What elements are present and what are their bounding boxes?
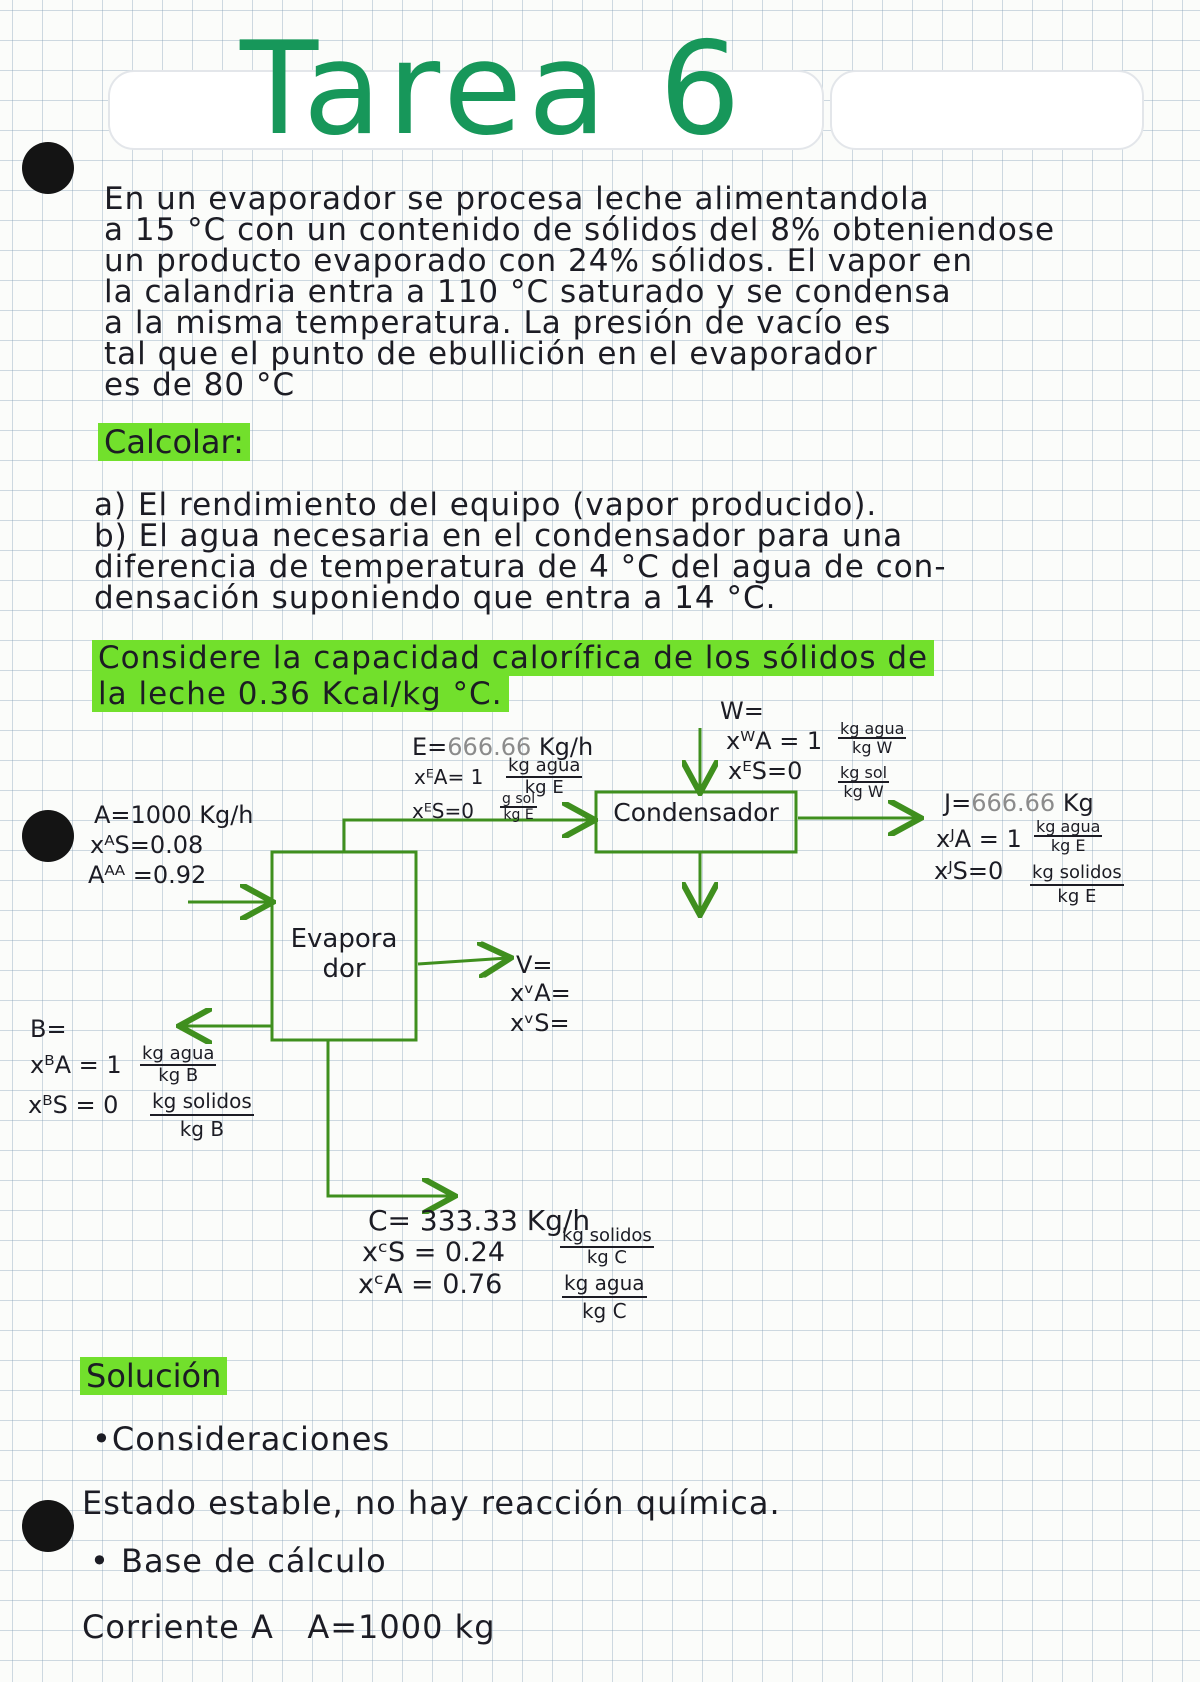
stream-C-water: xᶜA = 0.76 bbox=[358, 1269, 503, 1300]
stream-J-flow: J=666.66 Kg bbox=[944, 789, 1094, 817]
stream-C-water-unit: kg agua kg C bbox=[564, 1271, 645, 1323]
problem-line: tal que el punto de ebullición en el evaporador bbox=[104, 336, 878, 372]
solution-heading bbox=[80, 1356, 227, 1396]
stream-B-water-unit: kg agua kg B bbox=[142, 1043, 215, 1086]
problem-line: es de 80 °C bbox=[104, 367, 296, 403]
stream-A-flow: A=1000 Kg/h bbox=[94, 801, 254, 829]
stream-W-solids-unit: kg sol kg W bbox=[840, 763, 888, 801]
stream-W-flow: W= bbox=[720, 697, 764, 725]
calcular-line: b) El agua necesaria en el condensador para una bbox=[94, 518, 904, 554]
stream-J-water-unit: kg agua kg E bbox=[1036, 817, 1101, 855]
stream-E-solids-unit: g sol kg E bbox=[502, 791, 536, 823]
stream-E-water: xᴱA= 1 bbox=[414, 765, 484, 789]
steam-out-arrow-V bbox=[418, 958, 508, 964]
calcular-line: densación suponiendo que entra a 14 °C. bbox=[94, 580, 777, 616]
stream-B-solids: xᴮS = 0 bbox=[28, 1091, 119, 1119]
vapor-line-E bbox=[344, 820, 592, 852]
considerations-label: •Consideraciones bbox=[92, 1420, 391, 1458]
stream-J-solids: xᴶS=0 bbox=[934, 857, 1004, 885]
steady-state-statement: Estado estable, no hay reacción química. bbox=[82, 1484, 781, 1522]
stream-C-solids: xᶜS = 0.24 bbox=[362, 1237, 506, 1268]
product-line-C bbox=[328, 1040, 452, 1196]
note-line: Considere la capacidad calorífica de los sólidos de bbox=[92, 640, 934, 676]
calcular-heading-text: Calcolar: bbox=[98, 423, 250, 461]
note-line: la leche 0.36 Kcal/kg °C. bbox=[92, 676, 509, 712]
stream-J-water: xᴶA = 1 bbox=[936, 825, 1022, 853]
problem-line: a la misma temperatura. La presión de vacío es bbox=[104, 305, 892, 341]
stream-B-water: xᴮA = 1 bbox=[30, 1051, 122, 1079]
stream-W-water: xᵂA = 1 bbox=[726, 727, 823, 755]
stream-E-water-unit: kg agua kg E bbox=[508, 755, 581, 798]
calcular-line: diferencia de temperatura de 4 °C del agua de con- bbox=[94, 549, 947, 585]
stream-V-water: xᵛA= bbox=[510, 979, 571, 1007]
stream-B-flow: B= bbox=[30, 1015, 67, 1043]
stream-E-solids: xᴱS=0 bbox=[412, 799, 474, 823]
problem-line: a 15 °C con un contenido de sólidos del 8% obteniendose bbox=[104, 212, 1056, 248]
problem-line: la calandria entra a 110 °C saturado y se condensa bbox=[104, 274, 952, 310]
stream-V-flow: V= bbox=[516, 951, 553, 979]
evaporator-label: Evapora dor bbox=[290, 924, 398, 984]
stream-V-solids: xᵛS= bbox=[510, 1009, 570, 1037]
stream-W-solids: xᴱS=0 bbox=[728, 757, 803, 785]
stream-W-water-unit: kg agua kg W bbox=[840, 719, 905, 757]
stream-J-solids-unit: kg solidos kg E bbox=[1032, 862, 1122, 907]
condenser-label: Condensador bbox=[613, 798, 779, 827]
stream-C-solids-unit: kg solidos kg C bbox=[562, 1225, 652, 1268]
stream-E-flow: E=666.66 Kg/h bbox=[412, 733, 594, 761]
problem-line: En un evaporador se procesa leche alimentandola bbox=[104, 181, 930, 217]
stream-A-solids: xᴬS=0.08 bbox=[90, 831, 204, 859]
solution-heading-text: Solución bbox=[80, 1357, 227, 1395]
stream-C-flow: C= 333.33 Kg/h bbox=[368, 1204, 591, 1237]
stream-B-solids-unit: kg solidos kg B bbox=[152, 1089, 252, 1141]
calculation-basis-label: • Base de cálculo bbox=[90, 1542, 387, 1580]
page-title: Tarea 6 bbox=[240, 15, 747, 164]
stream-A-basis: Corriente A A=1000 kg bbox=[82, 1608, 496, 1646]
stream-A-water: Aᴬᴬ =0.92 bbox=[88, 861, 207, 889]
problem-line: un producto evaporado con 24% sólidos. El vapor en bbox=[104, 243, 973, 279]
calcular-line: a) El rendimiento del equipo (vapor producido). bbox=[94, 487, 878, 523]
